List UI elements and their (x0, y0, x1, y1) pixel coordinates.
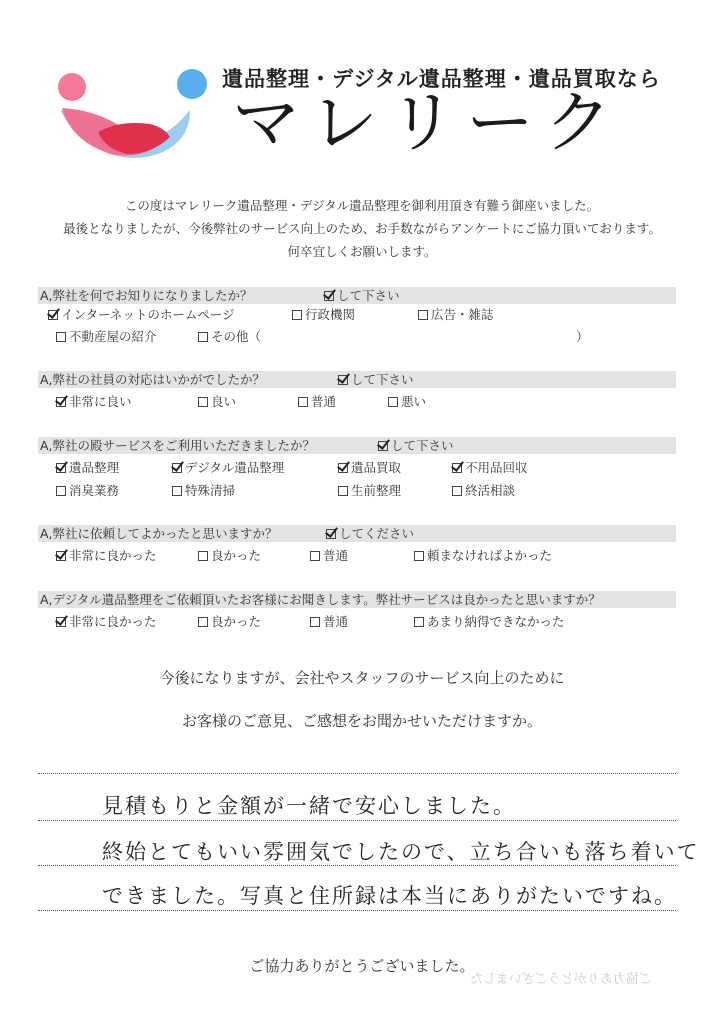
option-label: デジタル遺品整理 (185, 460, 285, 475)
handwritten-comment: 見積もりと金額が一緒で安心しました。 (102, 794, 516, 818)
question-hint (324, 287, 400, 304)
handwritten-comment: できました。写真と住所録は本当にありがたいですね。 (102, 884, 677, 908)
request-line: 今後になりますが、会社やスタッフのサービス向上のために (159, 669, 565, 687)
checkbox-icon (326, 529, 336, 539)
option-item[interactable] (452, 460, 528, 476)
comment-rule (38, 820, 676, 821)
bleed-through-text: ご協力ありがとうございました (470, 972, 653, 987)
closing-message: ご協力ありがとうございました。 (249, 957, 475, 975)
question-text: A,弊社に依頼してよかったと思いますか？ (40, 526, 278, 541)
checkbox-icon[interactable] (452, 486, 462, 496)
checkbox-icon[interactable] (388, 397, 398, 407)
checkbox-icon[interactable] (56, 332, 66, 342)
hint-label: して下さい (391, 438, 454, 453)
option-label: 良かった (211, 614, 262, 629)
option-item[interactable] (310, 614, 348, 630)
intro-line: 何卒宜しくお願いします。 (287, 244, 437, 259)
option-item[interactable] (56, 329, 157, 345)
option-label: 非常に良い (69, 394, 132, 409)
option-item[interactable] (198, 329, 261, 345)
hint-label: して下さい (337, 288, 400, 303)
checkbox-icon[interactable] (56, 551, 66, 561)
option-item[interactable] (56, 460, 119, 476)
checkbox-icon[interactable] (56, 617, 66, 627)
question-bar (38, 287, 676, 304)
option-label: 非常に良かった (69, 548, 157, 563)
question-text: A,弊社を何でお知りになりましたか？ (40, 288, 253, 303)
checkbox-icon[interactable] (172, 486, 182, 496)
option-item[interactable] (172, 483, 235, 499)
checkbox-icon (338, 375, 348, 385)
option-label: インターネットのホームページ (61, 307, 235, 322)
question-hint (378, 437, 454, 454)
option-label: 終活相談 (465, 483, 516, 498)
comment-rule (38, 865, 676, 866)
option-item[interactable] (310, 548, 348, 564)
checkbox-icon[interactable] (310, 551, 320, 561)
option-label: あまり納得できなかった (427, 614, 565, 629)
intro-line: 最後となりましたが、今後弊社のサービス向上のため、お手数ながらアンケートにご協力頂いております。 (63, 221, 661, 236)
question-bar (38, 371, 676, 388)
header-tagline: 遺品整理・デジタル遺品整理・遺品買取なら (222, 67, 661, 91)
checkbox-icon[interactable] (48, 310, 58, 320)
comment-rule (38, 773, 676, 774)
question-text: A,弊社の殿サービスをご利用いただきましたか？ (40, 438, 316, 453)
option-label: 消臭業務 (69, 483, 120, 498)
option-item[interactable] (292, 307, 355, 323)
option-item[interactable] (48, 307, 235, 323)
checkbox-icon[interactable] (198, 551, 208, 561)
comment-rule (38, 910, 676, 911)
checkbox-icon[interactable] (310, 617, 320, 627)
checkbox-icon[interactable] (198, 397, 208, 407)
option-item[interactable] (338, 460, 401, 476)
checkbox-icon[interactable] (56, 463, 66, 473)
option-item[interactable] (338, 483, 401, 499)
option-label: 遺品買取 (351, 460, 402, 475)
question-hint (326, 525, 414, 542)
checkbox-icon[interactable] (418, 310, 428, 320)
option-label: 不動産屋の紹介 (69, 329, 157, 344)
option-label: 普通 (323, 614, 349, 629)
option-label: 良かった (211, 548, 262, 563)
request-line: お客様のご意見、ご感想をお聞かせいただけますか。 (181, 712, 542, 730)
hint-label: して下さい (351, 372, 414, 387)
checkbox-icon (324, 291, 334, 301)
checkbox-icon[interactable] (56, 397, 66, 407)
option-label: 非常に良かった (69, 614, 157, 629)
option-label: 特殊清掃 (185, 483, 236, 498)
option-item[interactable] (198, 394, 236, 410)
option-item[interactable] (56, 614, 157, 630)
checkbox-icon[interactable] (56, 486, 66, 496)
option-item[interactable] (198, 614, 261, 630)
option-item[interactable] (56, 483, 119, 499)
checkbox-icon[interactable] (414, 551, 424, 561)
option-item[interactable] (56, 548, 157, 564)
option-item[interactable] (388, 394, 426, 410)
checkbox-icon[interactable] (338, 463, 348, 473)
question-text: A,弊社の社員の対応はいかがでしたか？ (40, 372, 266, 387)
checkbox-icon[interactable] (172, 463, 182, 473)
option-label: その他（ (211, 329, 262, 344)
option-label: 広告・雑誌 (431, 307, 494, 322)
option-label: 普通 (311, 394, 337, 409)
checkbox-icon (378, 441, 388, 451)
logo-icon (40, 62, 220, 162)
option-item[interactable] (172, 460, 284, 476)
option-item[interactable] (414, 614, 565, 630)
checkbox-icon[interactable] (198, 617, 208, 627)
option-close-paren: ） (576, 329, 589, 344)
option-item[interactable] (452, 483, 515, 499)
question-hint (338, 371, 414, 388)
option-item[interactable] (298, 394, 336, 410)
checkbox-icon[interactable] (198, 332, 208, 342)
option-label: 良い (211, 394, 237, 409)
option-label: 遺品整理 (69, 460, 120, 475)
option-label: 悪い (401, 394, 427, 409)
option-item[interactable] (56, 394, 132, 410)
option-item[interactable] (198, 548, 261, 564)
intro-line: この度はマレリーク遺品整理・デジタル遺品整理を御利用頂き有難う御座いました。 (124, 198, 600, 213)
option-item[interactable] (418, 307, 494, 323)
checkbox-icon[interactable] (292, 310, 302, 320)
brand-name: マレリーク (232, 84, 623, 163)
checkbox-icon[interactable] (452, 463, 462, 473)
question-text: A,デジタル遺品整理をご依頼頂いたお客様にお聞きします。弊社サービスは良かったと思いますか？ (40, 592, 601, 607)
option-label: 不用品回収 (465, 460, 528, 475)
checkbox-icon[interactable] (338, 486, 348, 496)
checkbox-icon[interactable] (298, 397, 308, 407)
question-bar (38, 525, 676, 542)
question-bar (38, 437, 676, 454)
option-label: 生前整理 (351, 483, 402, 498)
option-item[interactable] (414, 548, 552, 564)
question-bar (38, 591, 676, 608)
option-label: 頼まなければよかった (427, 548, 553, 563)
handwritten-comment: 終始とてもいい雰囲気でしたので、立ち合いも落ち着いて (102, 840, 700, 864)
option-label: 普通 (323, 548, 349, 563)
checkbox-icon[interactable] (414, 617, 424, 627)
option-label: 行政機関 (305, 307, 356, 322)
hint-label: してください (339, 526, 415, 541)
